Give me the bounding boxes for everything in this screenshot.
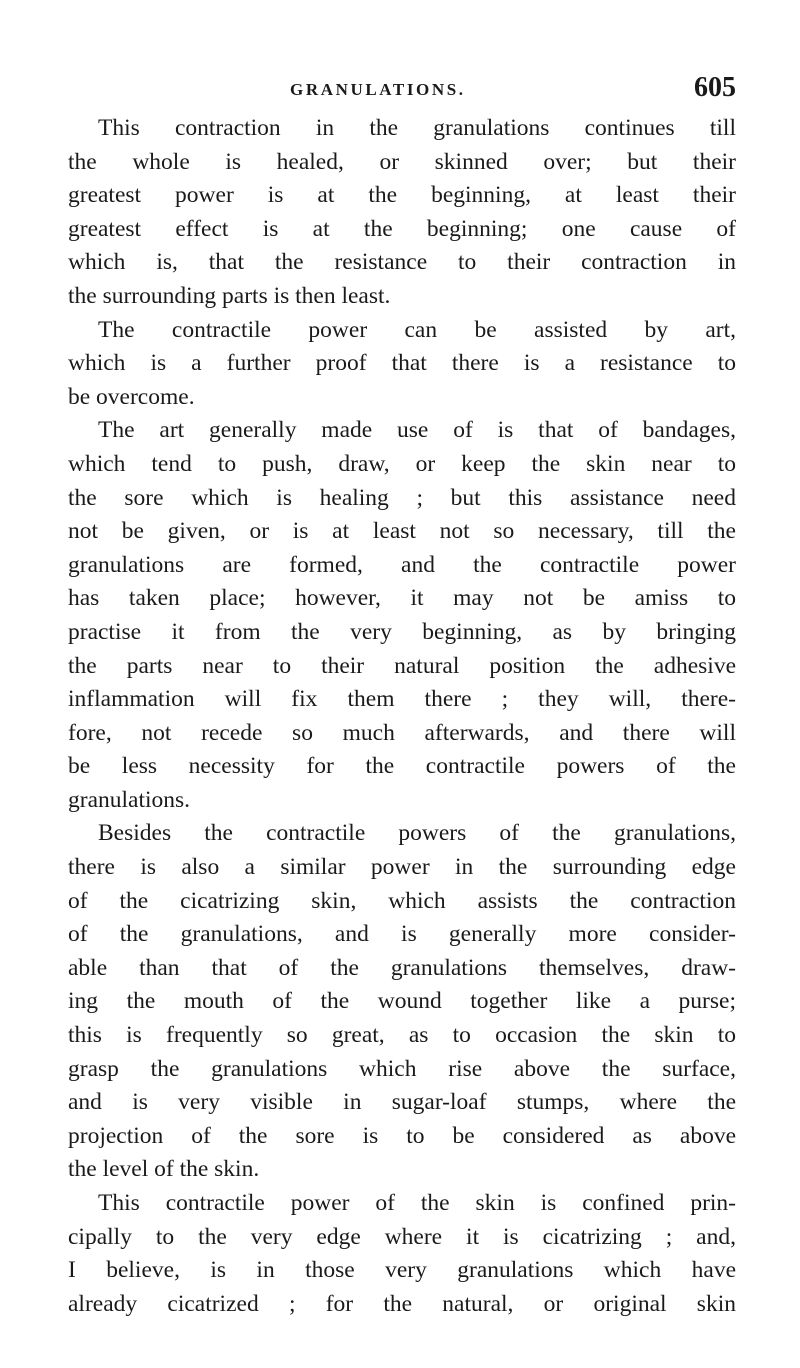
text-line: has taken place; however, it may not be amiss to bbox=[68, 585, 736, 612]
text-line: which is, that the resistance to their contraction in bbox=[68, 249, 736, 276]
text-line: the whole is healed, or skinned over; but their bbox=[68, 148, 736, 175]
text-line: be overcome. bbox=[68, 383, 195, 410]
body-text bbox=[68, 112, 736, 1321]
text-line: granulations are formed, and the contractile power bbox=[68, 551, 736, 578]
text-line: This contractile power of the skin is confined prin- bbox=[98, 1190, 736, 1216]
text-line: able than that of the granulations themselves, draw- bbox=[68, 954, 736, 981]
text-line: grasp the granulations which rise above the surface, bbox=[68, 1055, 736, 1082]
text-line: be less necessity for the contractile powers of the bbox=[68, 753, 736, 780]
text-line: of the cicatrizing skin, which assists the contraction bbox=[68, 887, 736, 914]
text-line: I believe, is in those very granulations which have bbox=[68, 1257, 736, 1284]
paragraph bbox=[68, 414, 736, 817]
paragraph bbox=[68, 314, 736, 415]
text-line: the surrounding parts is then least. bbox=[68, 282, 391, 309]
text-line: The art generally made use of is that of bandages, bbox=[98, 417, 736, 444]
text-line: the level of the skin. bbox=[68, 1156, 260, 1183]
running-head bbox=[68, 72, 736, 112]
text-line: and is very visible in sugar-loaf stumps, where the bbox=[68, 1089, 736, 1116]
text-line: greatest power is at the beginning, at least their bbox=[68, 182, 736, 209]
text-line: which is a further proof that there is a resistance to bbox=[68, 350, 736, 377]
running-title: GRANULATIONS. bbox=[290, 80, 466, 99]
text-line: this is frequently so great, as to occasion the skin to bbox=[68, 1022, 736, 1049]
text-line: granulations. bbox=[68, 786, 191, 813]
text-line: the parts near to their natural position the adhesive bbox=[68, 652, 736, 679]
page-number: 605 bbox=[694, 72, 736, 103]
text-line: This contraction in the granulations continues till bbox=[98, 115, 736, 141]
text-line: fore, not recede so much afterwards, and there will bbox=[68, 719, 736, 746]
text-line: of the granulations, and is generally more consider- bbox=[68, 921, 736, 948]
book-page bbox=[68, 72, 736, 1321]
text-line: practise it from the very beginning, as by bringing bbox=[68, 618, 736, 645]
text-line: the sore which is healing ; but this assistance need bbox=[68, 484, 736, 511]
paragraph bbox=[68, 817, 736, 1187]
text-line: not be given, or is at least not so necessary, till the bbox=[68, 518, 736, 545]
text-line: ing the mouth of the wound together like a purse; bbox=[68, 988, 736, 1015]
text-line: Besides the contractile powers of the granulations, bbox=[98, 820, 736, 847]
text-line: there is also a similar power in the surrounding edge bbox=[68, 854, 736, 881]
text-line: greatest effect is at the beginning; one cause of bbox=[68, 215, 736, 242]
paragraph bbox=[68, 1187, 736, 1321]
text-line: cipally to the very edge where it is cicatrizing ; and, bbox=[68, 1223, 736, 1250]
text-line: projection of the sore is to be considered as above bbox=[68, 1122, 736, 1149]
text-line: The contractile power can be assisted by art, bbox=[98, 316, 736, 343]
text-line: which tend to push, draw, or keep the skin near to bbox=[68, 450, 736, 477]
paragraph bbox=[68, 112, 736, 314]
text-line: inflammation will fix them there ; they will, there- bbox=[68, 686, 736, 713]
text-line: already cicatrized ; for the natural, or original skin bbox=[68, 1290, 736, 1317]
